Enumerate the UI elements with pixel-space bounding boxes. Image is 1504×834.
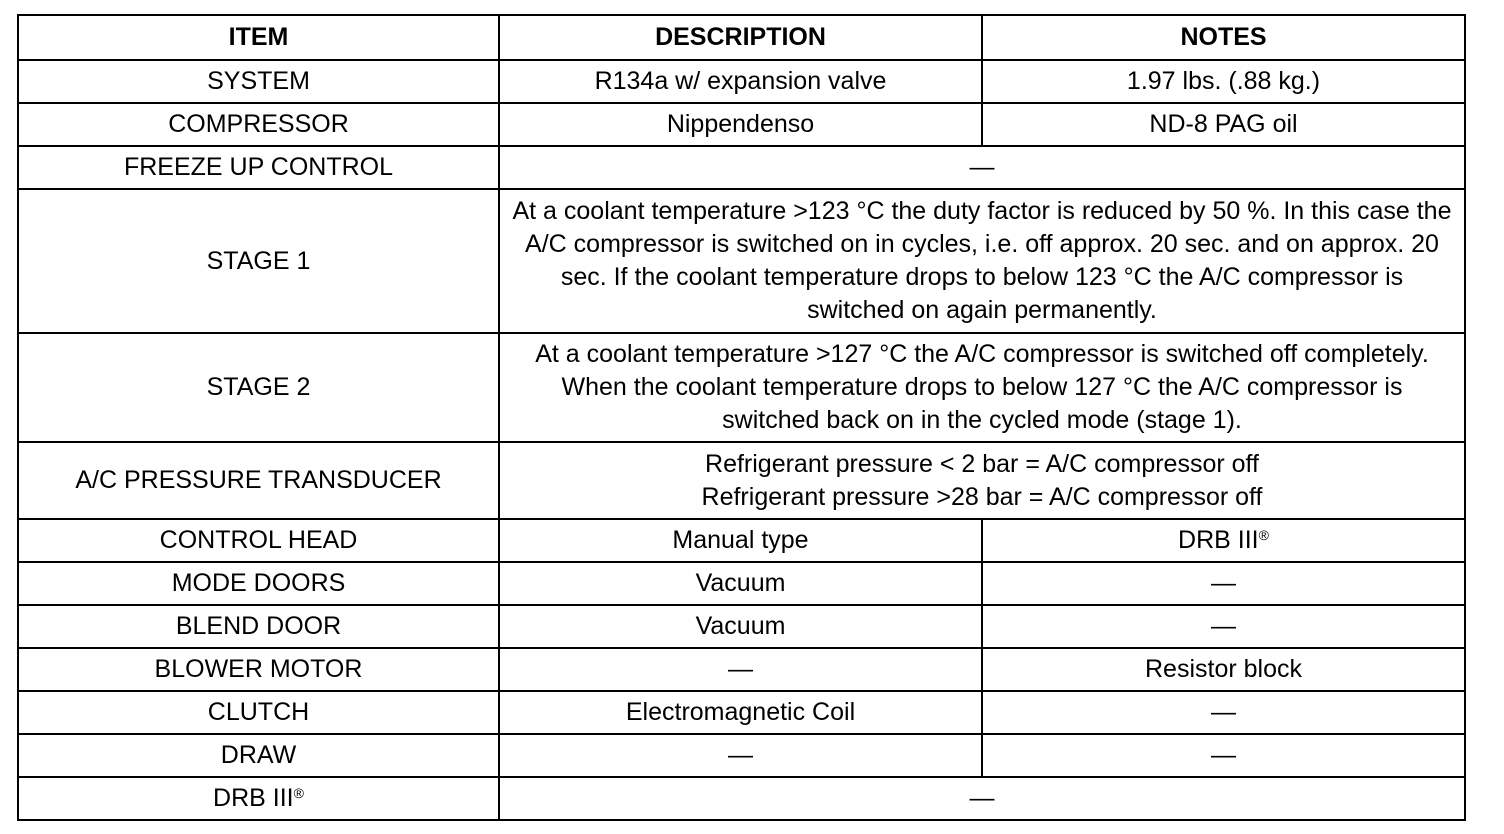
header-row (18, 15, 1465, 60)
item-text: DRB III (213, 784, 294, 812)
table-row (18, 734, 1465, 777)
item-cell: BLOWER MOTOR (18, 648, 499, 691)
item-cell: CLUTCH (18, 691, 499, 734)
item-cell: BLEND DOOR (18, 605, 499, 648)
table-row (18, 60, 1465, 103)
description-cell: Vacuum (499, 605, 982, 648)
notes-cell: ND-8 PAG oil (982, 103, 1465, 146)
item-cell: SYSTEM (18, 60, 499, 103)
item-cell: STAGE 2 (18, 333, 499, 442)
notes-cell: — (982, 605, 1465, 648)
table-row (18, 103, 1465, 146)
notes-text: DRB III (1178, 526, 1259, 554)
notes-cell: — (982, 691, 1465, 734)
merged-cell: At a coolant temperature >123 °C the duty factor is reduced by 50 %. In this case the A/C compressor is switched on in cycles, i.e. off approx. 20 sec. and on approx. 20 sec. If the coolant temperature drops to below 123 °C the A/C compressor is switched on again permanently. (499, 189, 1465, 333)
registered-mark: ® (293, 785, 304, 801)
item-cell: STAGE 1 (18, 189, 499, 333)
item-cell (18, 777, 499, 820)
description-cell: — (499, 648, 982, 691)
description-cell: R134a w/ expansion valve (499, 60, 982, 103)
table-row (18, 519, 1465, 562)
table-row (18, 189, 1465, 333)
table-row (18, 442, 1465, 519)
merged-cell: — (499, 777, 1465, 820)
description-cell: — (499, 734, 982, 777)
notes-cell: — (982, 734, 1465, 777)
description-cell: Vacuum (499, 562, 982, 605)
item-cell: CONTROL HEAD (18, 519, 499, 562)
item-cell: DRAW (18, 734, 499, 777)
table-row (18, 562, 1465, 605)
item-cell: MODE DOORS (18, 562, 499, 605)
description-cell: Electromagnetic Coil (499, 691, 982, 734)
notes-cell: Resistor block (982, 648, 1465, 691)
merged-cell: — (499, 146, 1465, 189)
table-row (18, 777, 1465, 820)
table-row (18, 648, 1465, 691)
description-cell: Nippendenso (499, 103, 982, 146)
table-row (18, 146, 1465, 189)
header-notes: NOTES (982, 15, 1465, 60)
header-item: ITEM (18, 15, 499, 60)
table-row (18, 333, 1465, 442)
item-cell: COMPRESSOR (18, 103, 499, 146)
table-row (18, 691, 1465, 734)
header-description: DESCRIPTION (499, 15, 982, 60)
description-cell: Manual type (499, 519, 982, 562)
table-row (18, 605, 1465, 648)
notes-cell: 1.97 lbs. (.88 kg.) (982, 60, 1465, 103)
specifications-table (17, 14, 1466, 821)
notes-cell (982, 519, 1465, 562)
item-cell: FREEZE UP CONTROL (18, 146, 499, 189)
item-cell: A/C PRESSURE TRANSDUCER (18, 442, 499, 519)
merged-cell: Refrigerant pressure < 2 bar = A/C compressor off Refrigerant pressure >28 bar = A/C compressor off (499, 442, 1465, 519)
registered-mark: ® (1258, 527, 1269, 543)
merged-cell: At a coolant temperature >127 °C the A/C compressor is switched off completely. When the coolant temperature drops to below 127 °C the A/C compressor is switched back on in the cycled mode (stage 1). (499, 333, 1465, 442)
notes-cell: — (982, 562, 1465, 605)
